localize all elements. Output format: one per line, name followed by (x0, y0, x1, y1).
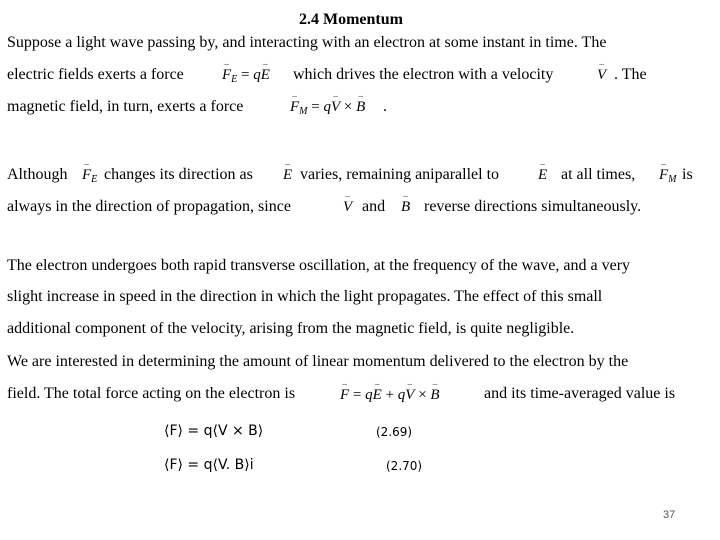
equals-sign: = (241, 67, 250, 83)
symbol-B (401, 198, 410, 216)
equation-2-69: ⟨F⟩ = q⟨V × B⟩ (164, 423, 264, 439)
symbol-E (283, 166, 292, 184)
vector-B: ⌣ B (430, 386, 439, 404)
charge-q: q (323, 99, 331, 115)
charge-q: q (365, 387, 373, 403)
para2-line1-d: at all times, (561, 166, 636, 183)
para1-line2-b: which drives the electron with a velocity (293, 66, 554, 83)
vector-F: ⌣ F (222, 66, 231, 84)
vector-V: ⌣ V (331, 98, 340, 116)
para1-line1: Suppose a light wave passing by, and interacting with an electron at some instant in time. The (7, 34, 607, 51)
vector-F: ⌣ F (659, 166, 668, 184)
vector-F: ⌣ F (290, 98, 299, 116)
equation-magnetic-force (290, 98, 365, 121)
para3-line3: additional component of the velocity, arising from the magnetic field, is quite negligible. (7, 320, 575, 337)
subscript-E: E (91, 174, 98, 185)
equation-electric-force (222, 66, 270, 89)
para2-line1-e: is (682, 166, 693, 183)
subscript-M: M (299, 106, 308, 117)
vector-E: ⌣ E (373, 386, 382, 404)
vector-F: ⌣ F (82, 166, 91, 184)
para2-line1-a: Although (7, 166, 68, 183)
vector-B: ⌣ B (401, 198, 410, 216)
para4-line2-a: field. The total force acting on the electron is (7, 385, 296, 402)
symbol-V (343, 198, 352, 216)
para2-line1-b: changes its direction as (104, 166, 253, 183)
para4-line2-b: and its time-averaged value is (484, 385, 676, 402)
para1-line3-a: magnetic field, in turn, exerts a force (7, 98, 244, 115)
equation-total-force (340, 386, 440, 404)
symbol-velocity (597, 66, 606, 84)
vector-B: ⌣ B (356, 98, 365, 116)
vector-F: ⌣ F (340, 386, 349, 404)
para1-line3-b: . (383, 98, 387, 115)
symbol-FM (659, 166, 677, 189)
para1-line2-a: electric fields exerts a force (7, 66, 184, 83)
para4-line1: We are interested in determining the amount of linear momentum delivered to the electron by the (7, 353, 629, 370)
equals-sign: = (311, 99, 320, 115)
charge-q: q (253, 67, 261, 83)
vector-E: ⌣ E (283, 166, 292, 184)
plus-sign: + (385, 387, 395, 403)
cross-sign: × (343, 99, 353, 115)
vector-V: ⌣ V (597, 66, 606, 84)
subscript-E: E (231, 74, 238, 85)
equation-2-70: ⟨F⟩ = q⟨V. B⟩i (164, 457, 254, 473)
symbol-E (538, 166, 547, 184)
page-number: 37 (663, 509, 676, 521)
para3-line1: The electron undergoes both rapid transverse oscillation, at the frequency of the wave, and a very (7, 257, 631, 274)
para2-line2-c: reverse directions simultaneously. (424, 198, 642, 215)
section-title: 2.4 Momentum (299, 11, 403, 28)
subscript-M: M (668, 174, 677, 185)
vector-V: ⌣ V (343, 198, 352, 216)
vector-V: ⌣ V (405, 386, 414, 404)
vector-E: ⌣ E (538, 166, 547, 184)
para1-line2-c: . The (614, 66, 647, 83)
charge-q: q (397, 387, 406, 403)
symbol-FE (82, 166, 97, 189)
equation-number-2-70: (2.70) (386, 459, 423, 473)
equation-number-2-69: (2.69) (376, 425, 413, 439)
para2-line2-a: always in the direction of propagation, since (7, 198, 291, 215)
vector-E: ⌣ E (261, 66, 270, 84)
para2-line2-b: and (362, 198, 386, 215)
para3-line2: slight increase in speed in the direction in which the light propagates. The effect of this small (7, 288, 603, 305)
cross-sign: × (418, 387, 427, 403)
equals-sign: = (352, 387, 362, 403)
para2-line1-c: varies, remaining aniparallel to (300, 166, 500, 183)
